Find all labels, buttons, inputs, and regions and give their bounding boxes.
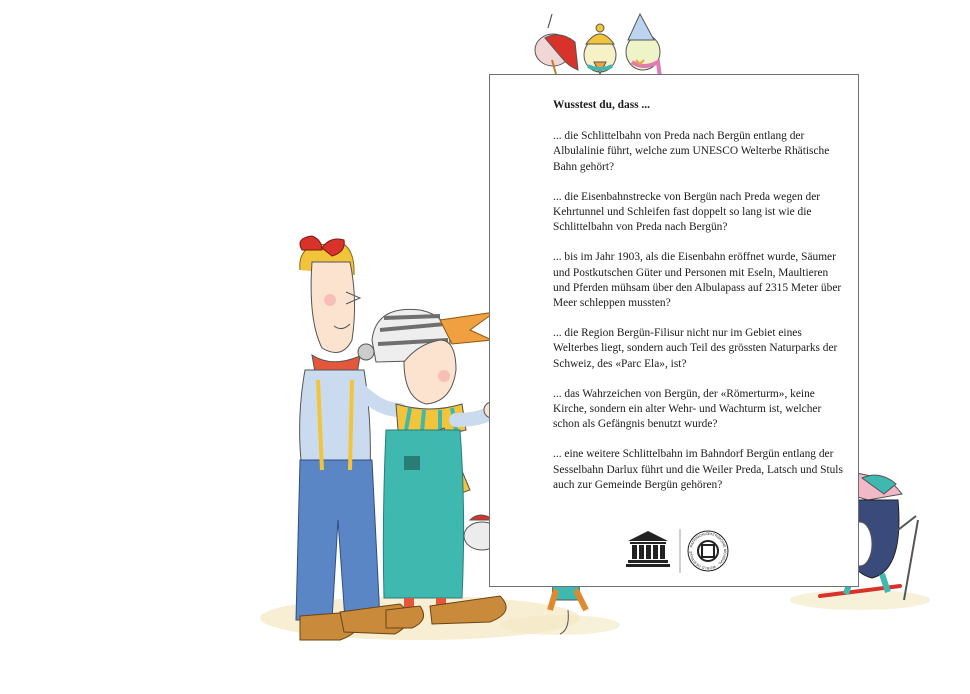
fact-5: ... das Wahrzeichen von Bergün, der «Römerturm», keine Kirche, sondern ein alter Wehr- und Wachturm ist, welcher schon als Gefängnis benutzt wurde?: [553, 387, 822, 431]
heritage-ring-text: PATRIMOINE MONDIAL · WORLD HERITAGE · PATRIMONIO: [688, 531, 727, 571]
fact-3: ... bis im Jahr 1903, als die Eisenbahn eröffnet wurde, Säumer und Postkutschen Güter und Personen mit Eseln, Maultieren und Pferden mühsam über den Albulapass auf 2315 Meter über Meer schleppen mussten?: [553, 251, 842, 310]
fact-1: ... die Schlittelbahn von Preda nach Bergün entlang der Albulalinie führt, welche zum UNESCO Welterbe Rhätische Bahn gehört?: [553, 130, 830, 173]
logo-row: [624, 527, 734, 575]
info-heading: Wusstest du, dass ...: [553, 99, 650, 111]
fact-4: ... die Region Bergün-Filisur nicht nur im Gebiet eines Welterbes liegt, sondern auch Teil des grössten Naturparks der Schweiz, des «Parc Ela», ist?: [553, 327, 838, 370]
fact-2: ... die Eisenbahnstrecke von Bergün nach Preda wegen der Kehrtunnel und Schleifen fast doppelt so lang ist wie die Schlittelbahn von Preda nach Bergün?: [553, 190, 821, 234]
info-text: [553, 98, 843, 508]
child-illustration: [358, 309, 506, 628]
fact-6: ... eine weitere Schlittelbahn im Bahndorf Bergün entlang der Sesselbahn Darlux führt und die Weiler Preda, Latsch und Stuls auch zur Gemeinde Bergün gehören?: [553, 448, 843, 491]
unesco-logo-icon: [626, 531, 670, 567]
